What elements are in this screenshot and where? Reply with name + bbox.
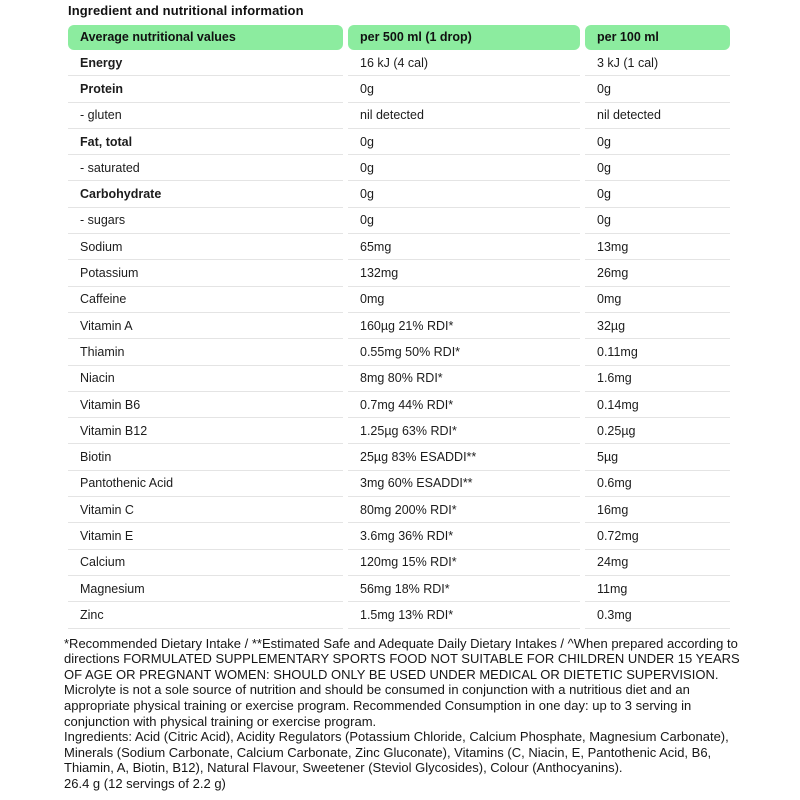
row-label: Niacin — [68, 366, 343, 392]
table-row — [68, 103, 730, 129]
footnote-disclaimer: *Recommended Dietary Intake / **Estimated Safe and Adequate Daily Dietary Intakes / ^When prepared according to directions FORMULATED SUPPLEMENTARY SPORTS FOOD NOT SUITABLE FOR CHILDREN UNDER 15 YEARS OF AGE OR PREGNANT WOMEN: SHOULD ONLY BE USED UNDER MEDICAL OR DIETETIC SUPERVISION. Microlyte is not a sole source of nutrition and should be consumed in conjunction with a nutritious diet and an appropriate physical training or exercise program. Recommended Consumption in one day: up to 3 serving in conjunction with physical training or exercise program. — [64, 635, 740, 729]
row-label: Vitamin A — [68, 313, 343, 339]
row-label: Biotin — [68, 444, 343, 470]
row-value-per-500ml: 0g — [348, 181, 580, 207]
row-label: Potassium — [68, 260, 343, 286]
row-value-per-100ml: 3 kJ (1 cal) — [585, 50, 730, 76]
row-label: Vitamin B12 — [68, 418, 343, 444]
row-label: Zinc — [68, 602, 343, 628]
row-label: Vitamin B6 — [68, 392, 343, 418]
row-value-per-100ml: 0.11mg — [585, 339, 730, 365]
row-label: - sugars — [68, 208, 343, 234]
row-value-per-500ml: 160µg 21% RDI* — [348, 313, 580, 339]
row-label: Thiamin — [68, 339, 343, 365]
row-value-per-100ml: 0.25µg — [585, 418, 730, 444]
row-value-per-100ml: 0.72mg — [585, 523, 730, 549]
row-value-per-500ml: 25µg 83% ESADDI** — [348, 444, 580, 470]
row-value-per-100ml: 0.14mg — [585, 392, 730, 418]
row-value-per-100ml: 16mg — [585, 497, 730, 523]
page-title: Ingredient and nutritional information — [68, 3, 304, 18]
row-value-per-100ml: 0g — [585, 76, 730, 102]
row-label: Pantothenic Acid — [68, 471, 343, 497]
table-body — [68, 50, 730, 629]
row-value-per-100ml: 32µg — [585, 313, 730, 339]
table-row — [68, 129, 730, 155]
table-row — [68, 234, 730, 260]
table-row — [68, 602, 730, 628]
row-value-per-100ml: 0g — [585, 129, 730, 155]
footnote-net-weight: 26.4 g (12 servings of 2.2 g) — [64, 775, 226, 791]
row-label: Calcium — [68, 550, 343, 576]
row-value-per-100ml: 1.6mg — [585, 366, 730, 392]
row-value-per-500ml: 56mg 18% RDI* — [348, 576, 580, 602]
column-header-per-500ml: per 500 ml (1 drop) — [348, 25, 580, 50]
row-value-per-100ml: 5µg — [585, 444, 730, 470]
footnote-ingredients: Ingredients: Acid (Citric Acid), Acidity Regulators (Potassium Chloride, Calcium Phosphate, Magnesium Carbonate), Minerals (Sodium Carbonate, Calcium Carbonate, Zinc Gluconate), Vitamins (C, Niacin, E, Pantothenic Acid, B6, Thiamin, A, Biotin, B12), Natural Flavour, Sweetener (Steviol Glycosides), Colour (Anthocyanins). — [64, 729, 729, 776]
table-header-row — [68, 25, 730, 50]
row-value-per-500ml: 132mg — [348, 260, 580, 286]
table-row — [68, 76, 730, 102]
row-value-per-100ml: 0.3mg — [585, 602, 730, 628]
table-row — [68, 523, 730, 549]
table-row — [68, 471, 730, 497]
row-value-per-500ml: 16 kJ (4 cal) — [348, 50, 580, 76]
row-label: - saturated — [68, 155, 343, 181]
table-row — [68, 576, 730, 602]
row-value-per-500ml: 0g — [348, 155, 580, 181]
row-label: Vitamin E — [68, 523, 343, 549]
row-value-per-500ml: 8mg 80% RDI* — [348, 366, 580, 392]
row-label: Carbohydrate — [68, 181, 343, 207]
row-value-per-100ml: 24mg — [585, 550, 730, 576]
table-row — [68, 50, 730, 76]
row-value-per-100ml: 0g — [585, 181, 730, 207]
content-area — [64, 3, 740, 791]
row-value-per-500ml: 120mg 15% RDI* — [348, 550, 580, 576]
row-label: Caffeine — [68, 287, 343, 313]
row-value-per-500ml: 0mg — [348, 287, 580, 313]
footnotes — [64, 636, 740, 792]
row-value-per-100ml: 11mg — [585, 576, 730, 602]
row-label: Magnesium — [68, 576, 343, 602]
row-value-per-500ml: 0.7mg 44% RDI* — [348, 392, 580, 418]
table-row — [68, 497, 730, 523]
row-value-per-500ml: 0g — [348, 76, 580, 102]
table-row — [68, 313, 730, 339]
row-value-per-500ml: 1.5mg 13% RDI* — [348, 602, 580, 628]
row-label: Sodium — [68, 234, 343, 260]
row-value-per-500ml: 65mg — [348, 234, 580, 260]
row-label: Protein — [68, 76, 343, 102]
row-value-per-500ml: 0.55mg 50% RDI* — [348, 339, 580, 365]
row-label: Vitamin C — [68, 497, 343, 523]
table-row — [68, 444, 730, 470]
row-value-per-100ml: 13mg — [585, 234, 730, 260]
table-row — [68, 550, 730, 576]
table-row — [68, 392, 730, 418]
nutrition-table — [68, 25, 730, 629]
row-value-per-100ml: 0g — [585, 155, 730, 181]
table-row — [68, 208, 730, 234]
row-value-per-100ml: 0mg — [585, 287, 730, 313]
row-value-per-100ml: 0.6mg — [585, 471, 730, 497]
row-value-per-500ml: 0g — [348, 129, 580, 155]
table-row — [68, 181, 730, 207]
row-value-per-500ml: 3.6mg 36% RDI* — [348, 523, 580, 549]
table-row — [68, 287, 730, 313]
column-header-per-100ml: per 100 ml — [585, 25, 730, 50]
row-value-per-500ml: 0g — [348, 208, 580, 234]
row-value-per-500ml: 3mg 60% ESADDI** — [348, 471, 580, 497]
table-row — [68, 260, 730, 286]
row-label: - gluten — [68, 103, 343, 129]
table-row — [68, 155, 730, 181]
table-row — [68, 339, 730, 365]
row-value-per-100ml: nil detected — [585, 103, 730, 129]
row-value-per-100ml: 26mg — [585, 260, 730, 286]
row-label: Fat, total — [68, 129, 343, 155]
row-label: Energy — [68, 50, 343, 76]
table-row — [68, 366, 730, 392]
row-value-per-500ml: 1.25µg 63% RDI* — [348, 418, 580, 444]
row-value-per-500ml: 80mg 200% RDI* — [348, 497, 580, 523]
row-value-per-500ml: nil detected — [348, 103, 580, 129]
table-row — [68, 418, 730, 444]
row-value-per-100ml: 0g — [585, 208, 730, 234]
column-header-average-values: Average nutritional values — [68, 25, 343, 50]
